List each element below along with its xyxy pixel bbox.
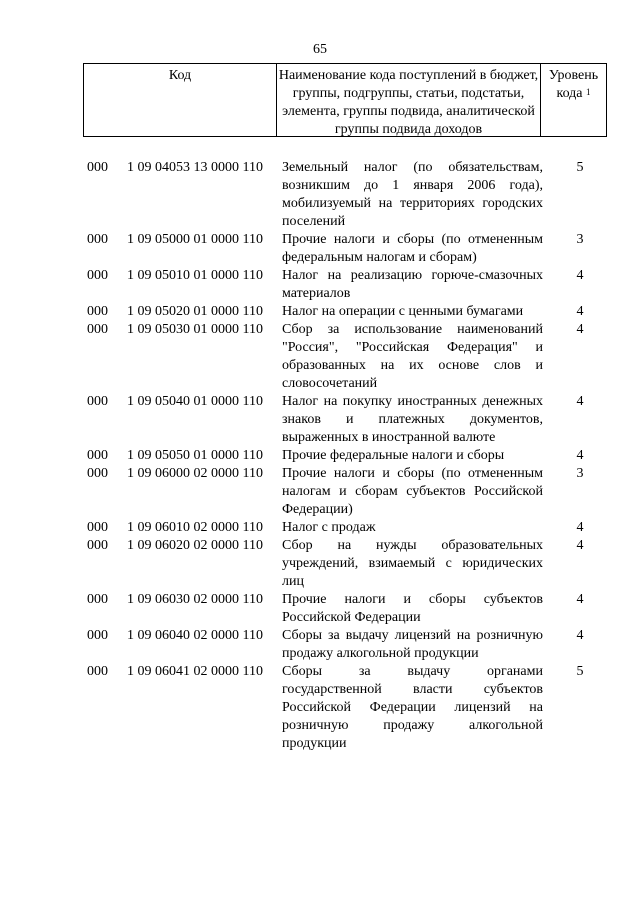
row-admin-code: 000 xyxy=(87,664,108,679)
row-level: 3 xyxy=(576,466,584,481)
row-name: Прочие налоги и сборы субъектов Российской Федерации xyxy=(282,592,543,625)
table-body xyxy=(83,159,607,753)
row-level: 4 xyxy=(576,322,584,337)
table-row xyxy=(83,231,607,267)
table-row xyxy=(83,627,607,663)
row-level: 4 xyxy=(576,520,584,535)
row-name: Земельный налог (по обязательствам, возникшим до 1 января 2006 года), мобилизуемый на территориях городских поселений xyxy=(282,160,543,229)
row-admin-code: 000 xyxy=(87,592,108,607)
row-level: 3 xyxy=(576,232,584,247)
row-level: 4 xyxy=(576,538,584,553)
row-level: 5 xyxy=(576,664,584,679)
row-name: Сбор на нужды образовательных учреждений, взимаемый с юридических лиц xyxy=(282,538,543,589)
row-revenue-code: 1 09 05040 01 0000 110 xyxy=(127,394,263,409)
row-revenue-code: 1 09 05000 01 0000 110 xyxy=(127,232,263,247)
table-row xyxy=(83,465,607,519)
table-row xyxy=(83,393,607,447)
row-name: Налог на покупку иностранных денежных знаков и платежных документов, выраженных в иностранной валюте xyxy=(282,394,543,445)
table-header xyxy=(83,63,607,137)
table-row xyxy=(83,447,607,465)
row-revenue-code: 1 09 05020 01 0000 110 xyxy=(127,304,263,319)
row-level: 4 xyxy=(576,394,584,409)
row-revenue-code: 1 09 06030 02 0000 110 xyxy=(127,592,263,607)
header-level-label: Уровень кода xyxy=(548,68,599,101)
row-level: 4 xyxy=(576,592,584,607)
row-admin-code: 000 xyxy=(87,304,108,319)
row-admin-code: 000 xyxy=(87,322,108,337)
row-name: Прочие налоги и сборы (по отмененным налогам и сборам субъектов Российской Федерации) xyxy=(282,466,543,517)
row-admin-code: 000 xyxy=(87,160,108,175)
table-row xyxy=(83,663,607,753)
row-admin-code: 000 xyxy=(87,232,108,247)
row-revenue-code: 1 09 06020 02 0000 110 xyxy=(127,538,263,553)
row-level: 4 xyxy=(576,268,584,283)
row-name: Прочие федеральные налоги и сборы xyxy=(282,448,505,463)
row-name: Прочие налоги и сборы (по отмененным федеральным налогам и сборам) xyxy=(282,232,543,265)
row-revenue-code: 1 09 05010 01 0000 110 xyxy=(127,268,263,283)
row-revenue-code: 1 09 05050 01 0000 110 xyxy=(127,448,263,463)
page-number: 65 xyxy=(313,42,327,57)
table-row xyxy=(83,303,607,321)
row-admin-code: 000 xyxy=(87,466,108,481)
row-name: Налог на операции с ценными бумагами xyxy=(282,304,524,319)
row-revenue-code: 1 09 06040 02 0000 110 xyxy=(127,628,263,643)
header-name: Наименование кода поступлений в бюджет, группы, подгруппы, статьи, подстатьи, элемента, группы подвида, аналитической группы подвида доходов xyxy=(277,64,541,136)
header-code: Код xyxy=(84,64,277,136)
row-admin-code: 000 xyxy=(87,394,108,409)
row-admin-code: 000 xyxy=(87,628,108,643)
row-admin-code: 000 xyxy=(87,538,108,553)
header-level-footnote: 1 xyxy=(586,87,591,97)
row-name: Сборы за выдачу органами государственной власти субъектов Российской Федерации лицензий на розничную продажу алкогольной продукции xyxy=(282,664,543,751)
table-row xyxy=(83,519,607,537)
row-name: Налог на реализацию горюче-смазочных материалов xyxy=(282,268,543,301)
row-admin-code: 000 xyxy=(87,268,108,283)
row-admin-code: 000 xyxy=(87,448,108,463)
table-row xyxy=(83,321,607,393)
row-revenue-code: 1 09 04053 13 0000 110 xyxy=(127,160,263,175)
row-revenue-code: 1 09 06010 02 0000 110 xyxy=(127,520,263,535)
row-level: 4 xyxy=(576,628,584,643)
table-row xyxy=(83,267,607,303)
table-row xyxy=(83,537,607,591)
row-level: 5 xyxy=(576,160,584,175)
row-revenue-code: 1 09 06000 02 0000 110 xyxy=(127,466,263,481)
row-revenue-code: 1 09 06041 02 0000 110 xyxy=(127,664,263,679)
row-name: Сбор за использование наименований "Россия", "Российская Федерация" и образованных на их основе слов и словосочетаний xyxy=(282,322,543,391)
row-admin-code: 000 xyxy=(87,520,108,535)
row-revenue-code: 1 09 05030 01 0000 110 xyxy=(127,322,263,337)
table-row xyxy=(83,159,607,231)
row-level: 4 xyxy=(576,448,584,463)
header-level xyxy=(541,64,606,136)
row-name: Сборы за выдачу лицензий на розничную продажу алкогольной продукции xyxy=(282,628,543,661)
table-row xyxy=(83,591,607,627)
row-name: Налог с продаж xyxy=(282,520,376,535)
row-level: 4 xyxy=(576,304,584,319)
